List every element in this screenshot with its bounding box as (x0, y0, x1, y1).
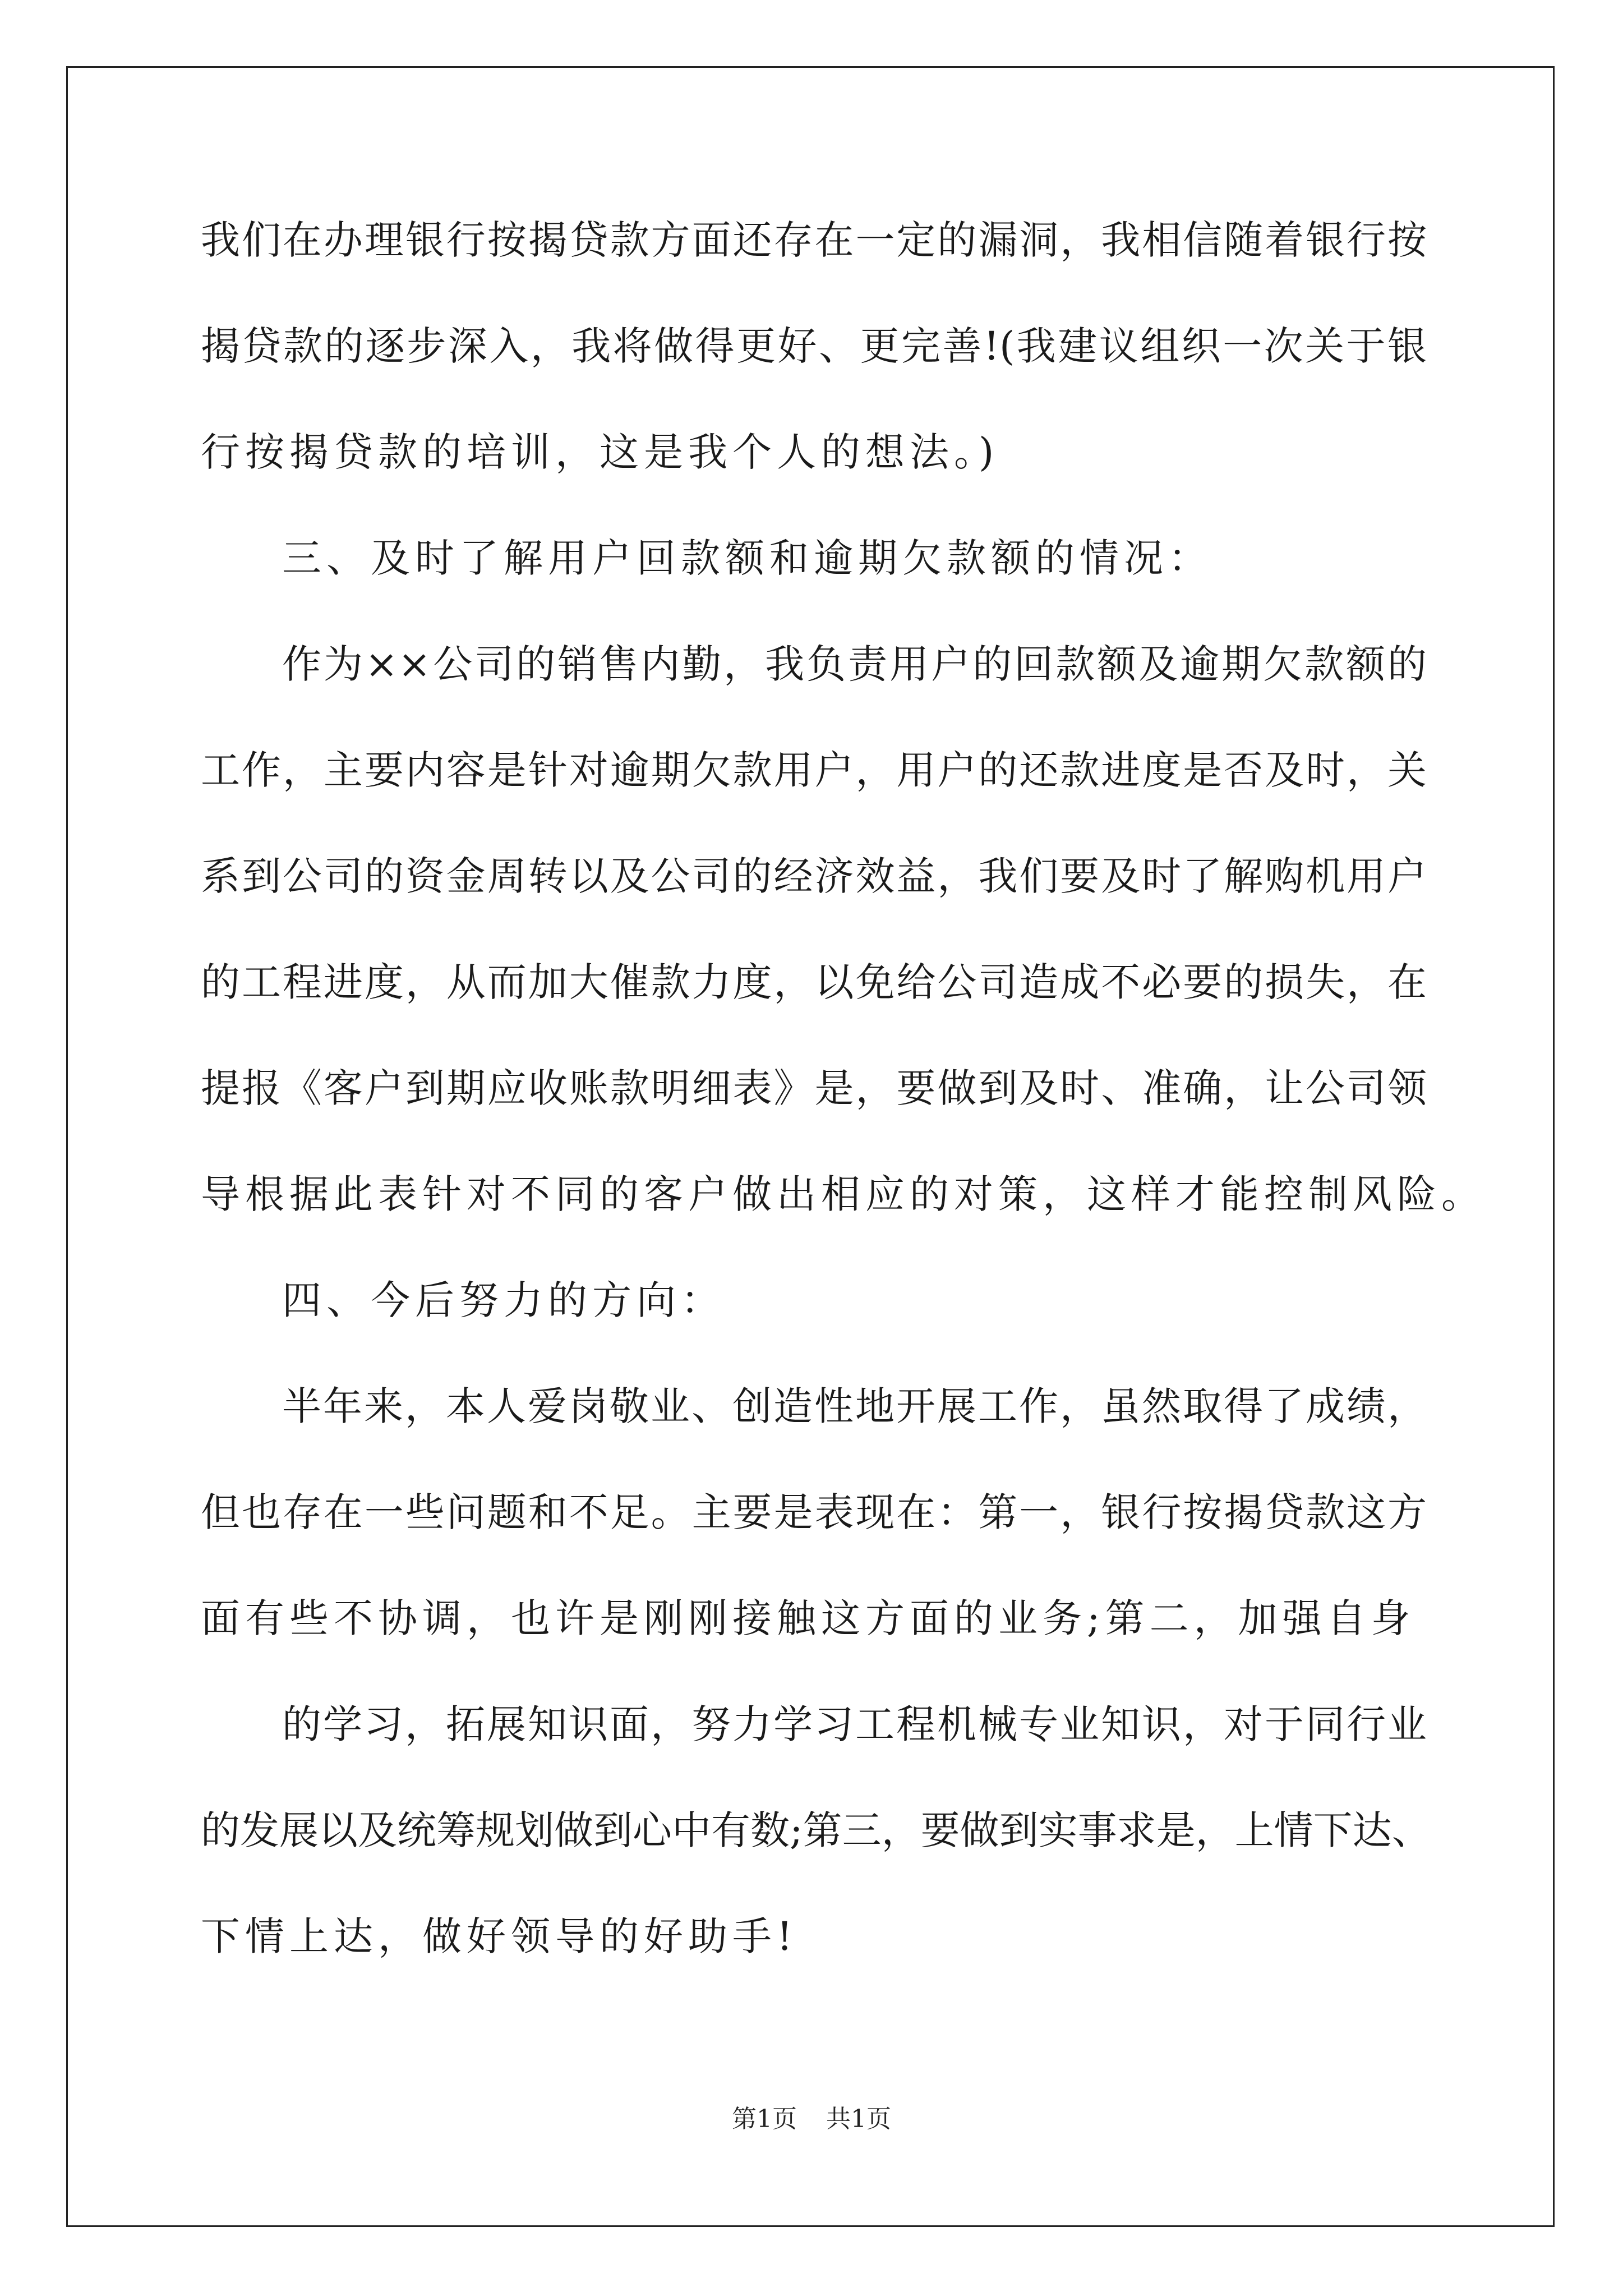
paragraph-line: 揭贷款的逐步深入，我将做得更好、更完善!(我建议组织一次关于银 (201, 323, 1427, 369)
section-heading-3: 三、及时了解用户回款额和逾期欠款额的情况： (282, 535, 1212, 581)
page-number: 第1页 (732, 2105, 797, 2133)
page-footer (0, 2102, 1623, 2136)
page-border (66, 66, 1555, 2227)
paragraph-line: 导根据此表针对不同的客户做出相应的对策，这样才能控制风险。 (201, 1171, 1486, 1217)
paragraph-line: 但也存在一些问题和不足。主要是表现在：第一，银行按揭贷款这方 (201, 1489, 1427, 1535)
paragraph-line: 的发展以及统筹规划做到心中有数;第三，要做到实事求是，上情下达、 (201, 1807, 1431, 1853)
section-heading-4: 四、今后努力的方向： (282, 1277, 725, 1323)
paragraph-line: 提报《客户到期应收账款明细表》是，要做到及时、准确，让公司领 (201, 1065, 1427, 1111)
paragraph-line: 的工程进度，从而加大催款力度，以免给公司造成不必要的损失，在 (201, 959, 1427, 1005)
total-pages: 共1页 (826, 2105, 891, 2133)
paragraph-line: 系到公司的资金周转以及公司的经济效益，我们要及时了解购机用户 (201, 853, 1427, 899)
paragraph-line: 的学习，拓展知识面，努力学习工程机械专业知识，对于同行业 (282, 1701, 1427, 1747)
paragraph-line: 行按揭贷款的培训，这是我个人的想法。) (201, 429, 999, 475)
paragraph-line: 我们在办理银行按揭贷款方面还存在一定的漏洞，我相信随着银行按 (201, 217, 1427, 263)
paragraph-line: 作为××公司的销售内勤，我负责用户的回款额及逾期欠款额的 (282, 641, 1427, 687)
paragraph-line: 下情上达，做好领导的好助手! (201, 1913, 798, 1959)
paragraph-line: 半年来，本人爱岗敬业、创造性地开展工作，虽然取得了成绩， (282, 1383, 1427, 1429)
paragraph-line: 工作，主要内容是针对逾期欠款用户，用户的还款进度是否及时，关 (201, 747, 1427, 793)
paragraph-line: 面有些不协调，也许是刚刚接触这方面的业务;第二，加强自身 (201, 1595, 1415, 1641)
